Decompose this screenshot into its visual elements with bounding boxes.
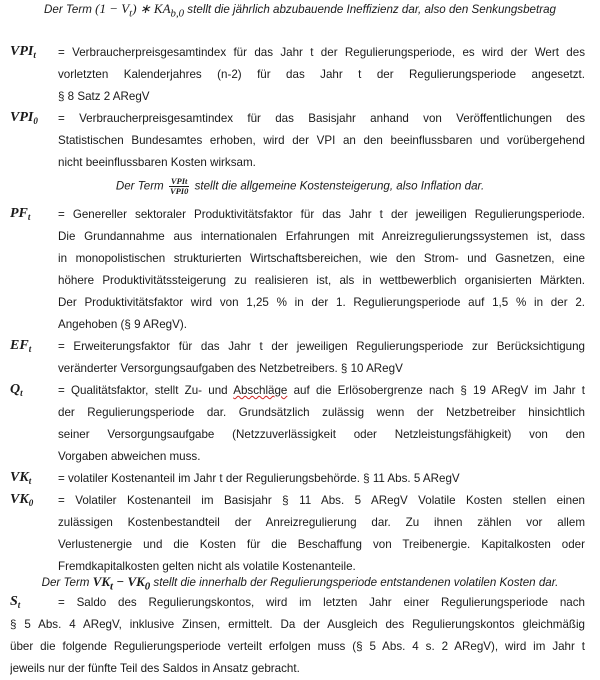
definition-text: = Saldo des Regulierungskontos, wird im letzten Jahr einer Regulierungsperiode nach § 5 Abs. 4 ARegV, inklusive Zinsen, ermittelt. Da der Ausgleich des Regulierungskontos gleichmäßig über die folgende Regulierungsperiode verteilt erfolgen muss (§ 5 Abs. 4 s. 2 ARegV), wird im Jahr t jeweils nur der fünfte Teil des Saldos in Ansatz gebracht. bbox=[10, 596, 585, 675]
intro-suffix: stellt die jährlich abzubauende Ineffizienz dar, also den Senkungsbetrag bbox=[184, 3, 556, 16]
intro-term-line bbox=[0, 1, 600, 22]
inflation-term-line: Der Term $\frac{\text{VPIt}}{\text{VPI0}}$ stellt die allgemeine Kostensteigerung, also Inflation dar. bbox=[115, 176, 485, 196]
spellcheck-underline: Abschläge bbox=[233, 384, 288, 397]
definition-text: = Genereller sektoraler Produktivitätsfaktor für das Jahr t der jeweiligen Regulierungsperiode. Die Grundannahme aus internationalen Erfahrungen mit Anreizregulierungssystemen ist, dass in monopolistischen strukturierten Wirtschaftsbereichen, wie den Strom- und Gasnetzen, eine höhere Produktivitätssteigerung zu realisieren ist, als in wettbewerblich organisierten Märkten. Der Produktivitätsfaktor wird von 1,25 % in der 1. Regulierungsperiode auf 1,5 % in der 2. Angehoben (§ 9 ARegV). bbox=[58, 208, 585, 331]
vpi-fraction: $\frac{\text{VPIt}}{\text{VPI0}}$ bbox=[169, 176, 189, 196]
symbol-s-t: $S_t$ bbox=[10, 594, 21, 610]
definition-text: = volatiler Kostenanteil im Jahr t der Regulierungsbehörde. § 11 Abs. 5 ARegV bbox=[58, 472, 460, 485]
symbol-pf-t: $PF_t$ bbox=[10, 206, 31, 222]
symbol-vpi-t: $VPI_t$ bbox=[10, 44, 36, 60]
definition-text: = Verbraucherpreisgesamtindex für das Basisjahr anhand von Veröffentlichungen des Statistischen Bundesamtes erhoben, wird der VPI an den beeinflussbaren und vorübergehend nicht beeinflussbaren Kosten wirksam. bbox=[58, 112, 585, 169]
q-first-line: = Qualitätsfaktor, stellt Zu- und Abschläge auf die Erlösobergrenze nach § 19 ARegV im Jahr t bbox=[58, 384, 585, 397]
definition-text: = Erweiterungsfaktor für das Jahr t der jeweiligen Regulierungsperiode zur Berücksichtigung veränderter Versorgungsaufgaben des Netzbetreibers. § 10 ARegV bbox=[58, 340, 585, 375]
symbol-ef-t: $EF_t$ bbox=[10, 338, 32, 354]
intro-formula: $(1 - V_t)$ ∗ $KA_{b,0}$ bbox=[95, 1, 185, 20]
intro-prefix: Der Term bbox=[44, 3, 96, 16]
definition-text: = Qualitätsfaktor, stellt Zu- und Abschläge auf die Erlösobergrenze nach § 19 ARegV im Jahr t der Regulierungsperiode dar. Grundsätzlich zulässig wenn der Netzbetreiber hinsichtlich seiner Versorgungsaufgabe (Netzzuverlässigkeit oder Netzleistungsfähigkeit) von den Vorgaben abweichen muss. bbox=[58, 380, 585, 468]
symbol-vk-t: $VK_t$ bbox=[10, 470, 32, 486]
volatile-term-line: Der Term $VK_t - VK_0$ stellt die innerhalb der Regulierungsperiode entstandenen volatilen Kosten dar. bbox=[41, 574, 559, 593]
symbol-vpi-0: $VPI_0$ bbox=[10, 110, 38, 126]
definition-text: = Volatiler Kostenanteil im Basisjahr § 11 Abs. 5 ARegV Volatile Kosten stellen einen zulässigen Kostenbestandteil der Anreizregulierung dar. Zu ihnen zählen vor allem Verlustenergie und die Kosten für die Beschaffung von Treibenergie. Kapitalkosten oder Fremdkapitalkosten gelten nicht als volatile Kostenanteile. bbox=[58, 494, 585, 573]
volatile-formula: $VK_t - VK_0$ bbox=[92, 574, 151, 593]
definition-text: = Verbraucherpreisgesamtindex für das Jahr t der Regulierungsperiode, es wird der Wert des vorletzten Kalenderjahres (n-2) für das Jahr t der Regulierungsperiode angesetzt. § 8 Satz 2 ARegV bbox=[58, 46, 585, 103]
symbol-q-t: $Q_t$ bbox=[10, 382, 23, 398]
symbol-vk-0: $VK_0$ bbox=[10, 492, 34, 508]
